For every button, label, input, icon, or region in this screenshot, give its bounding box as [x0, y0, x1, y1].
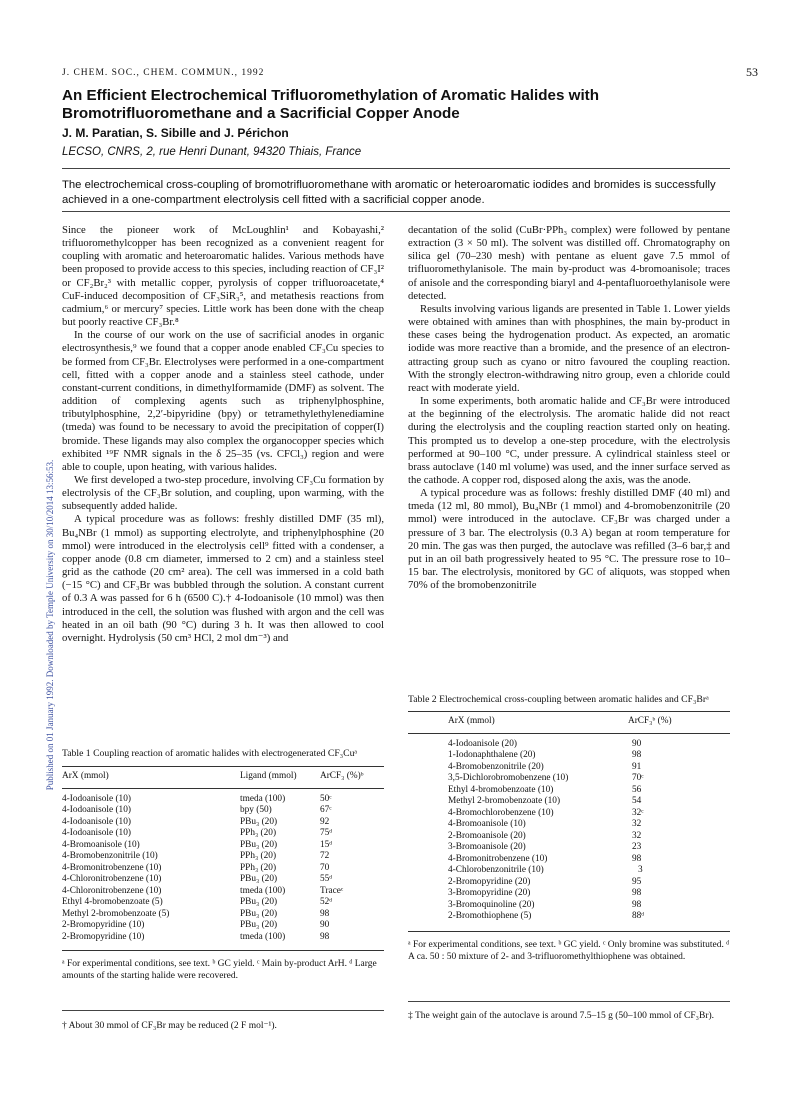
table-cell: Traceᶜ	[320, 885, 344, 896]
table-cell: Ethyl 4-bromobenzoate (5)	[62, 897, 163, 907]
paragraph: A typical procedure was as follows: freshly distilled DMF (40 ml) and tmeda (12 ml, 80 mmol), Bu₄NBr (1 mmol) and 4-bromobenzonitrile (20 mmol) were introduced in the autoclave. CF₃Br was charged under a pressure of 3 bar. The electrolysis (0.3 A) began at room temperature for 20 min. The gas was then purged, the autoclave was refilled (3–6 bar,‡ and put in an oil bath progressively heated to 95 °C. The pressure rose to 10–15 bar. The electrolysis, monitored by GC of aliquots, was stopped when 70% of the bromobenzonitrile	[408, 487, 730, 592]
table-2-header: ArX (mmol)	[448, 716, 495, 726]
table-row	[408, 750, 730, 762]
table-cell: Ethyl 4-bromobenzoate (10)	[448, 784, 554, 795]
table-cell: 95	[632, 876, 642, 887]
table-cell: PBu₃ (20)	[240, 908, 278, 919]
table-cell: PBu₃ (20)	[240, 816, 278, 827]
table-cell: 4-Chloronitrobenzene (10)	[62, 874, 162, 884]
table-row	[408, 888, 730, 900]
table-cell: 3	[638, 865, 643, 875]
table-cell: 98	[632, 853, 642, 864]
table-cell: 2-Bromothiophene (5)	[448, 911, 532, 921]
table-cell: PBu₃ (20)	[240, 874, 278, 884]
table-cell: 70	[320, 862, 330, 873]
paragraph: We first developed a two-step procedure, involving CF₃Cu formation by electrolysis of the CF₃Br solution, and coupling, upon warming, with the subsequently added halide.	[62, 473, 384, 513]
table-1-header: ArX (mmol)	[62, 771, 109, 781]
table-2-footnote: ᵃ For experimental conditions, see text. ᵇ GC yield. ᶜ Only bromine was substituted. ᵈ A ca. 50 : 50 mixture of 2- and 3-trifluoromethylthiophene was obtained.	[408, 939, 730, 962]
table-cell: 92	[320, 816, 330, 827]
table-row	[62, 909, 384, 921]
table-cell: 72	[320, 851, 330, 861]
table-row	[408, 819, 730, 831]
table-cell: 90	[632, 738, 642, 749]
table-row	[62, 897, 384, 909]
right-column	[408, 224, 730, 592]
table-cell: PPh₃ (20)	[240, 862, 277, 873]
table-cell: 1-Iodonaphthalene (20)	[448, 750, 536, 760]
table-row	[408, 785, 730, 797]
table-1-header: ArCF₃ (%)ᵇ	[320, 771, 364, 781]
paragraph: Results involving various ligands are presented in Table 1. Lower yields were obtained with amines than with phosphines, the main by-product in these cases being the hydrogenation product. As expected, an aromatic iodide was more reactive than a bromide, and the presence of an electron-attracting group such as cyano or nitro favoured the coupling reaction. With the strongly electron-withdrawing nitro group, even a chloride could react with moderate yield.	[408, 302, 730, 394]
table-cell: 4-Bromochlorobenzene (10)	[448, 807, 554, 818]
table-cell: 91	[632, 761, 642, 772]
paragraph: In some experiments, both aromatic halide and CF₃Br were introduced at the beginning of the electrolysis. The aromatic halide did not react during the electrolysis and the coupling reaction started only on heating. This prompted us to develop a one-step procedure, with the electrolysis performed at 90–100 °C, under pressure. A cylindrical stainless steel or brass autoclave (140 ml volume) was used, and the inner surface served as the cathode. A copper rod, disposed along the axis, was the anode.	[408, 395, 730, 486]
table-2-grid	[408, 711, 730, 963]
table-cell: 56	[632, 784, 642, 795]
table-cell: 98	[320, 908, 330, 919]
table-cell: 3,5-Dichlorobromobenzene (10)	[448, 773, 569, 783]
table-cell: 98	[320, 931, 330, 942]
table-row	[62, 817, 384, 829]
table-cell: 2-Bromopyridine (20)	[448, 876, 531, 887]
table-row	[62, 920, 384, 932]
table-cell: 88ᵈ	[632, 911, 645, 921]
table-2-caption: Table 2 Electrochemical cross-coupling between aromatic halides and CF₃Brᵃ	[408, 694, 709, 705]
table-cell: 50ᶜ	[320, 793, 332, 804]
table-cell: bpy (50)	[240, 805, 272, 815]
table-row	[62, 932, 384, 951]
download-watermark: Published on 01 January 1992. Downloaded by Temple University on 30/10/2014 13:56:53.	[45, 459, 55, 791]
table-row	[408, 900, 730, 912]
table-cell: PBu₃ (20)	[240, 897, 278, 907]
footnote-dagger: † About 30 mmol of CF₃Br may be reduced (2 F mol⁻¹).	[62, 1021, 277, 1031]
table-cell: 4-Iodoanisole (10)	[62, 805, 131, 815]
table-cell: 54	[632, 796, 642, 806]
footnote-ddagger: ‡ The weight gain of the autoclave is around 7.5–15 g (50–100 mmol of CF₃Br).	[408, 1011, 715, 1021]
top-rule	[62, 168, 730, 169]
table-row	[408, 877, 730, 889]
table-1-header: Ligand (mmol)	[240, 771, 297, 781]
left-footnote-rule	[62, 1010, 384, 1011]
table-row	[408, 842, 730, 854]
table-cell: 32	[632, 830, 642, 841]
table-cell: 67ᶜ	[320, 805, 332, 815]
table-row	[408, 854, 730, 866]
page-number: 53	[746, 65, 758, 79]
table-cell: 4-Bromobenzonitrile (10)	[62, 851, 158, 861]
table-cell: 98	[632, 750, 642, 760]
table-cell: 4-Chlorobenzonitrile (10)	[448, 865, 544, 875]
table-cell: 4-Iodoanisole (10)	[62, 793, 131, 804]
right-footnote-rule	[408, 1001, 730, 1002]
table-cell: 32	[632, 819, 642, 829]
paragraph: In the course of our work on the use of sacrificial anodes in organic electrosynthesis,⁹ we found that a copper anode enabled CF₃Cu species to be formed from CF₃Br. Electrolyses were performed in a one-compartment cell, fitted with a copper anode and a stainless steel cathode, under constant-current conditions, in dimethylformamide (DMF) as solvent. The addition of complexing agents such as triphenylphosphine, tributylphosphine, 2,2′-bipyridine (bpy) or tetramethylethylenediamine (tmeda) was found to be necessary to avoid the precipitation of copper(I) bromide. These ligands may also complex the organocopper species which exhibited ¹⁹F NMR signals in the δ 25–35 (vs. CFCl₃) region and were able to couple, upon heating, with various halides.	[62, 329, 384, 473]
table-cell: tmeda (100)	[240, 885, 286, 896]
table-row	[408, 911, 730, 931]
table-row	[62, 851, 384, 863]
table-cell: tmeda (100)	[240, 793, 286, 804]
paragraph: decantation of the solid (CuBr·PPh₃ complex) were followed by pentane extraction (3 × 50 ml). The solvent was distilled off. Chromatography on silica gel (70–230 mesh) with pentane as eluent gave 7.5 mmol of trifluoromethylanisole. The main by-product was 4-bromoanisole; traces of anisole and the corresponding biaryl and 4-pentafluoroethylanisole were detected.	[408, 224, 730, 302]
table-cell: 3-Bromoanisole (20)	[448, 842, 526, 852]
table-row	[408, 762, 730, 774]
table-cell: 4-Bromonitrobenzene (10)	[62, 862, 162, 873]
left-column	[62, 224, 384, 645]
table-cell: 2-Bromopyridine (10)	[62, 920, 145, 930]
table-cell: Methyl 2-bromobenzoate (5)	[62, 908, 170, 919]
table-cell: 98	[632, 888, 642, 898]
table-row	[62, 863, 384, 875]
table-row	[408, 831, 730, 843]
table-cell: Methyl 2-bromobenzoate (10)	[448, 796, 561, 806]
table-1-caption: Table 1 Coupling reaction of aromatic halides with electrogenerated CF₃Cuᵃ	[62, 748, 358, 759]
abstract-rule	[62, 211, 730, 212]
table-cell: 23	[632, 842, 642, 852]
table-row	[62, 828, 384, 840]
table-cell: 2-Bromoanisole (20)	[448, 830, 526, 841]
table-cell: 4-Bromoanisole (10)	[448, 819, 526, 829]
table-cell: 4-Iodoanisole (10)	[62, 816, 131, 827]
table-row	[62, 805, 384, 817]
paragraph: Since the pioneer work of McLoughlin¹ and Kobayashi,² trifluoromethylcopper has been recognized as a convenient reagent for coupling with aromatic and heteroaromatic halides. Various methods have been proposed to provide access to this species, including reaction of CF₃I² or CF₂Br₂³ with metallic copper, pyrolysis of copper trifluoroacetate,⁴ CuF-induced decomposition of CF₃SiR₃⁵, and metathesis reactions from cadmium,⁶ or mercury⁷ species. Little work has been done with the cheap but poorly reactive CF₃Br.⁸	[62, 224, 384, 329]
table-cell: 4-Iodoanisole (10)	[62, 828, 131, 838]
table-1-footnote: ᵃ For experimental conditions, see text. ᵇ GC yield. ᶜ Main by-product ArH. ᵈ Large amounts of the starting halide were recovered.	[62, 959, 377, 981]
table-row	[408, 773, 730, 785]
paragraph: A typical procedure was as follows: freshly distilled DMF (35 ml), Bu₄NBr (1 mmol) as supporting electrolyte, and triphenylphosphine (20 mmol) were introduced in the electrolysis cell⁹ fitted with a condenser, a copper anode (0.8 cm diameter, immersed to 2 cm) and a stainless steel grid as the cathode (20 cm² area). The cell was immersed in a cold bath (−15 °C) and CF₃Br was bubbled through the solution. A constant current of 0.3 A was passed for 6 h (6500 C).† 4-Iodoanisole (10 mmol) was then introduced in the cell, the solution was flushed with argon and the cell was heated in an oil bath (90 °C) during 3 h. It was then allowed to cool overnight. Hydrolysis (50 cm³ HCl, 2 mol dm⁻³) and	[62, 513, 384, 644]
table-cell: 55ᵈ	[320, 874, 333, 884]
table-cell: PPh₃ (20)	[240, 828, 277, 838]
table-cell: 4-Bromobenzonitrile (20)	[448, 761, 544, 772]
table-row	[62, 840, 384, 852]
table-1-grid	[62, 766, 384, 982]
table-cell: 3-Bromopyridine (20)	[448, 888, 531, 898]
table-row	[62, 886, 384, 898]
article-title: An Efficient Electrochemical Trifluoromethylation of Aromatic Halides with Bromotrifluoromethane and a Sacrificial Copper Anode	[62, 87, 599, 122]
table-cell: 75ᵈ	[320, 828, 333, 838]
table-cell: 90	[320, 920, 330, 930]
table-cell: 98	[632, 899, 642, 910]
table-row	[62, 874, 384, 886]
table-row	[408, 808, 730, 820]
authors: J. M. Paratian, S. Sibille and J. Périchon	[62, 126, 289, 140]
running-head: J. CHEM. SOC., CHEM. COMMUN., 1992	[62, 68, 265, 78]
table-2	[408, 694, 730, 963]
table-cell: 15ᵈ	[320, 839, 333, 850]
table-row	[408, 865, 730, 877]
abstract: The electrochemical cross-coupling of bromotrifluoromethane with aromatic or heteroaromatic iodides and bromides is successfully achieved in a one-compartment electrolysis cell fitted with a sacrificial copper anode.	[62, 179, 716, 206]
table-cell: 3-Bromoquinoline (20)	[448, 899, 535, 910]
table-cell: 2-Bromopyridine (10)	[62, 931, 145, 942]
table-cell: tmeda (100)	[240, 931, 286, 942]
table-row	[408, 796, 730, 808]
table-1	[62, 748, 384, 982]
table-cell: 32ᶜ	[632, 807, 644, 818]
table-cell: PBu₃ (20)	[240, 920, 278, 930]
table-cell: 4-Chloronitrobenzene (10)	[62, 885, 162, 896]
table-cell: PPh₃ (20)	[240, 851, 277, 861]
table-cell: 4-Bromoanisole (10)	[62, 839, 140, 850]
table-2-header: ArCF₃ᵇ (%)	[628, 716, 672, 726]
table-cell: 4-Iodoanisole (20)	[448, 738, 517, 749]
table-cell: 4-Bromonitrobenzene (10)	[448, 853, 548, 864]
table-cell: 52ᵈ	[320, 897, 333, 907]
table-cell: PBu₃ (20)	[240, 839, 278, 850]
table-cell: 70ᶜ	[632, 773, 644, 783]
affiliation: LECSO, CNRS, 2, rue Henri Dunant, 94320 Thiais, France	[62, 146, 362, 158]
